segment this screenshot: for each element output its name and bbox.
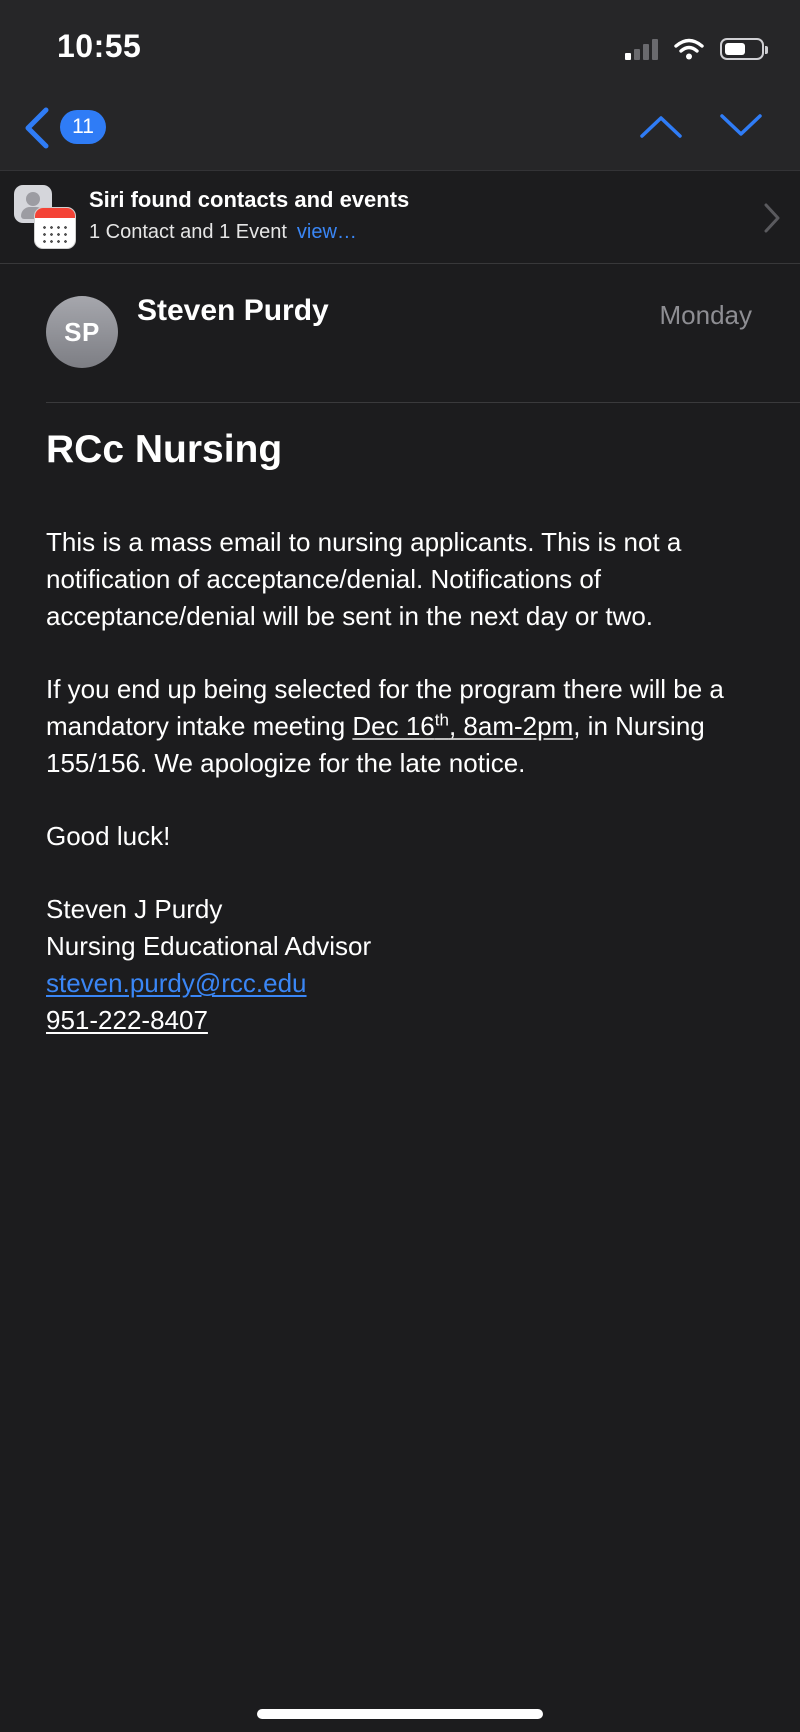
- message-subject: RCc Nursing: [46, 428, 283, 471]
- back-button[interactable]: [20, 104, 60, 152]
- siri-suggestion-subtitle: [89, 221, 357, 244]
- chevron-left-icon: [20, 104, 60, 152]
- phone-link[interactable]: 951-222-8407: [46, 1005, 208, 1035]
- email-link[interactable]: steven.purdy@rcc.edu: [46, 968, 307, 998]
- siri-suggestion-summary: 1 Contact and 1 Event: [89, 221, 287, 243]
- chevron-right-icon: [762, 201, 782, 235]
- top-chrome: [0, 0, 800, 170]
- body-paragraph-2: [46, 671, 766, 782]
- paragraph-2-text-end: , in Nursing 155/156. We apologize for the late notice.: [46, 711, 705, 778]
- signature-email: [46, 965, 766, 1002]
- event-date-link[interactable]: Dec 16th: [352, 710, 449, 741]
- sender-name[interactable]: Steven Purdy: [137, 294, 329, 327]
- sender-avatar[interactable]: SP: [46, 296, 118, 368]
- calendar-icon: [34, 207, 76, 249]
- status-icons: [625, 34, 764, 64]
- unread-count-badge[interactable]: 11: [60, 110, 106, 144]
- message-body: [46, 524, 766, 1039]
- signature-title: Nursing Educational Advisor: [46, 931, 372, 961]
- signature-name: Steven J Purdy: [46, 894, 223, 924]
- message-date: Monday: [659, 300, 752, 330]
- siri-suggestion-title: Siri found contacts and events: [89, 187, 410, 212]
- paragraph-2-text: If you end up being selected for the program there will be a mandatory intake meeting: [46, 674, 724, 741]
- status-time: 10:55: [57, 28, 142, 64]
- previous-message-button[interactable]: [638, 108, 684, 144]
- home-indicator[interactable]: [257, 1709, 543, 1719]
- siri-view-link[interactable]: view…: [296, 221, 357, 243]
- closing-line: Good luck!: [46, 821, 171, 851]
- chevron-up-icon: [638, 108, 684, 144]
- battery-icon: [720, 38, 764, 60]
- siri-suggestion-icons: [14, 185, 76, 249]
- header-divider: [46, 402, 800, 403]
- event-time-link[interactable]: , 8am-2pm: [448, 711, 574, 741]
- wifi-icon: [674, 38, 704, 60]
- next-message-button[interactable]: [718, 108, 764, 144]
- siri-suggestion-banner[interactable]: [0, 170, 800, 264]
- chevron-down-icon: [718, 108, 764, 144]
- body-paragraph-1: This is a mass email to nursing applicants. This is not a notification of acceptance/denial. Notifications of acceptance/denial will be sent in the next day or two.: [46, 527, 682, 631]
- signature-phone: [46, 1002, 766, 1039]
- cellular-signal-icon: [625, 38, 658, 60]
